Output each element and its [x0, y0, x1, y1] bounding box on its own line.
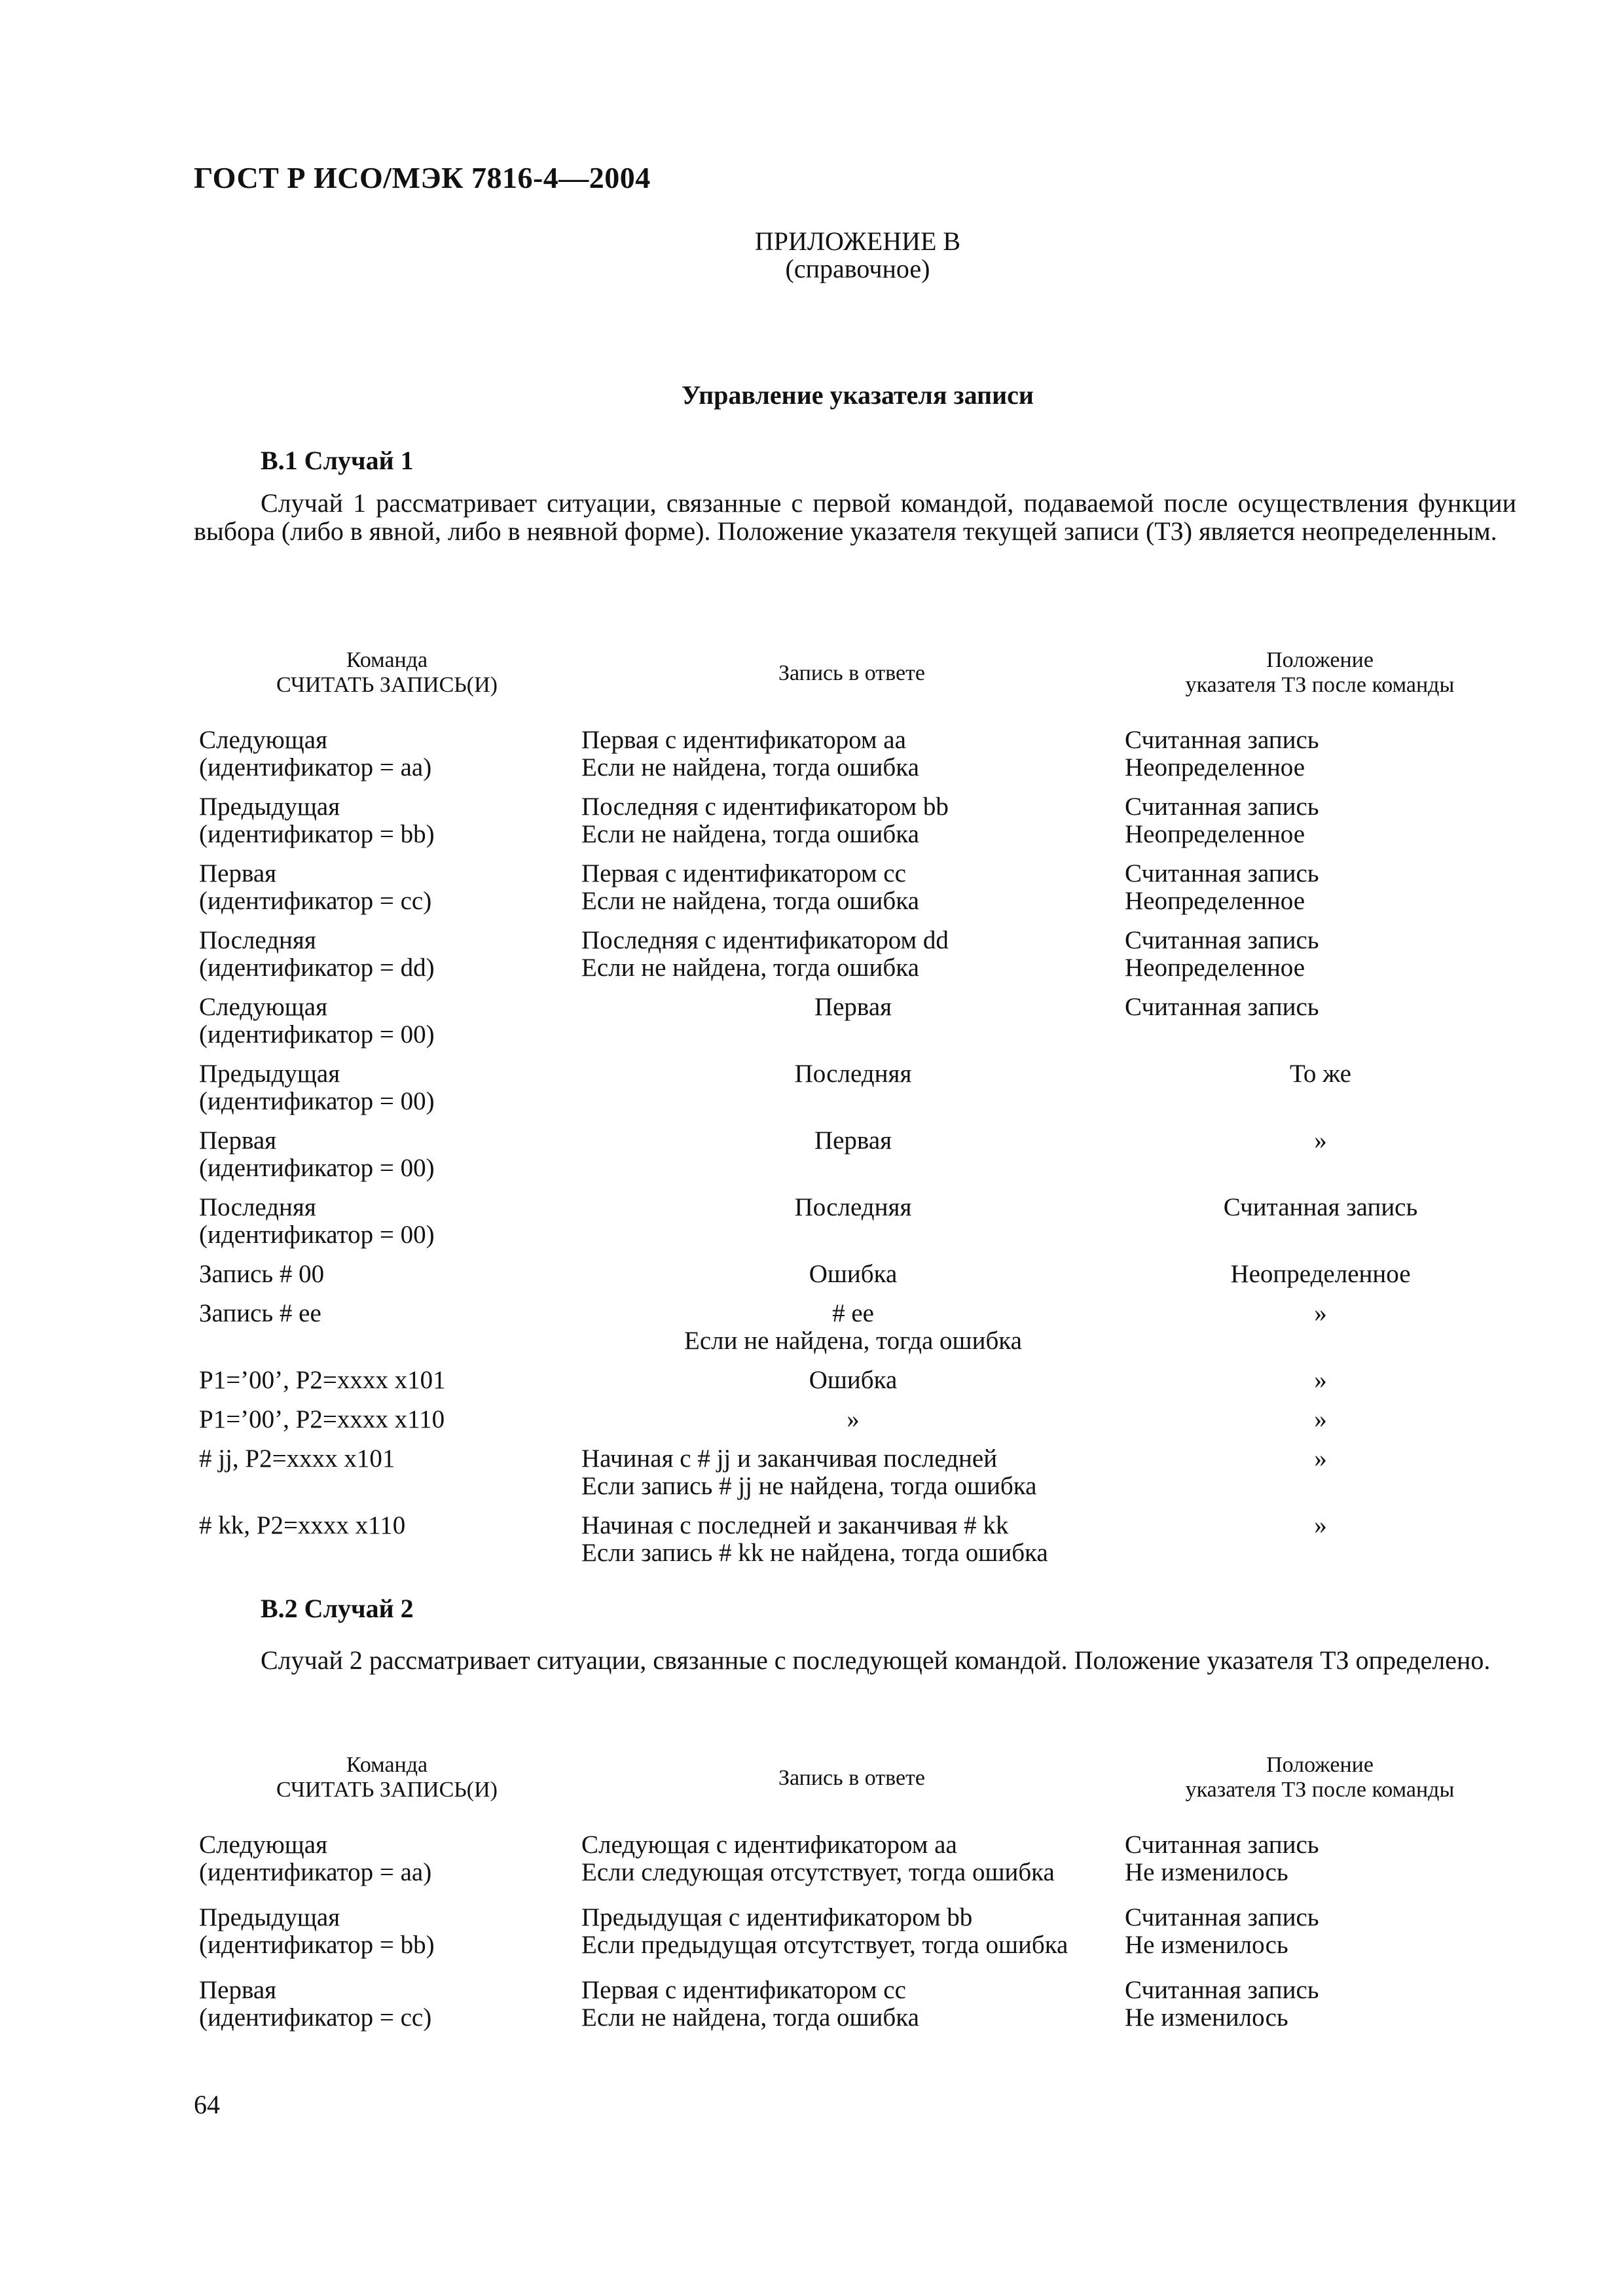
cell-response: Следующая с идентификатором аа Если следующая отсутствует, тогда ошибка — [581, 1831, 1055, 1886]
cell-response: # ее Если не найдена, тогда ошибка — [684, 1299, 1022, 1355]
case1-paragraph: Случай 1 рассматривает ситуации, связанные с первой командой, подаваемой после осуществления функции выбора (либо в явной, либо в неявной форме). Положение указателя текущей записи (ТЗ) является неопределенным. — [194, 488, 1516, 546]
cell-command: Предыдущая (идентификатор = bb) — [199, 793, 435, 848]
cell-response: Первая с идентификатором cc Если не найдена, тогда ошибка — [581, 859, 919, 915]
header-pointer-position: Положение указателя ТЗ после команды — [1185, 1753, 1455, 1802]
table-row — [194, 1127, 1516, 1194]
table-row — [194, 994, 1516, 1060]
appendix-subtitle: (справочное) — [785, 254, 930, 283]
table-row — [194, 1060, 1516, 1127]
cell-response: Последняя — [794, 1193, 912, 1221]
table-body — [194, 726, 1516, 1579]
cell-pointer: Неопределенное — [1230, 1260, 1411, 1288]
cell-pointer: » — [1314, 1126, 1327, 1155]
cell-command: Предыдущая (идентификатор = bb) — [199, 1903, 435, 1959]
cell-response: Первая — [814, 1126, 892, 1155]
table-header — [194, 648, 1516, 726]
cell-pointer: Считанная запись Неопределенное — [1125, 926, 1319, 982]
cell-response: Последняя с идентификатором bb Если не найдена, тогда ошибка — [581, 793, 949, 848]
cell-pointer: Считанная запись Не изменилось — [1125, 1831, 1319, 1886]
cell-pointer: » — [1314, 1511, 1327, 1539]
cell-response: Первая с идентификатором аа Если не найдена, тогда ошибка — [581, 726, 919, 781]
header-command: Команда СЧИТАТЬ ЗАПИСЬ(И) — [276, 1753, 498, 1802]
cell-response: Первая — [814, 993, 892, 1021]
cell-command: # jj, P2=xxxx x101 — [199, 1444, 395, 1473]
cell-pointer: Считанная запись — [1223, 1193, 1418, 1221]
cell-command: Следующая (идентификатор = 00) — [199, 993, 435, 1049]
cell-command: Первая (идентификатор = 00) — [199, 1126, 435, 1182]
header-command: Команда СЧИТАТЬ ЗАПИСЬ(И) — [276, 648, 498, 697]
table-row — [194, 927, 1516, 994]
cell-response: Предыдущая с идентификатором bb Если предыдущая отсутствует, тогда ошибка — [581, 1903, 1068, 1959]
table-row — [194, 1831, 1516, 1904]
cell-command: Первая (идентификатор = cc) — [199, 859, 432, 915]
cell-response: Ошибка — [809, 1366, 898, 1394]
appendix-title: ПРИЛОЖЕНИЕ В — [754, 226, 961, 256]
table-row — [194, 1406, 1516, 1445]
page-number: 64 — [194, 2090, 220, 2119]
table-row — [194, 1445, 1516, 1512]
cell-pointer: » — [1314, 1366, 1327, 1394]
cell-command: P1=’00’, P2=xxxx x110 — [199, 1405, 445, 1433]
standard-code: ГОСТ Р ИСО/МЭК 7816-4—2004 — [194, 161, 651, 194]
table-row — [194, 860, 1516, 927]
cell-command: Следующая (идентификатор = аа) — [199, 1831, 432, 1886]
cell-command: # kk, P2=xxxx x110 — [199, 1511, 406, 1539]
cell-pointer: Считанная запись Неопределенное — [1125, 793, 1319, 848]
header-response-record: Запись в ответе — [778, 1766, 926, 1790]
case2-paragraph: Случай 2 рассматривает ситуации, связанные с последующей командой. Положение указателя ТЗ определено. — [261, 1645, 1491, 1675]
header-pointer-position: Положение указателя ТЗ после команды — [1185, 648, 1455, 697]
case2-heading: В.2 Случай 2 — [261, 1594, 414, 1623]
table-row — [194, 1367, 1516, 1406]
header-response-record: Запись в ответе — [778, 661, 926, 685]
cell-pointer: Считанная запись Неопределенное — [1125, 726, 1319, 781]
cell-pointer: Считанная запись — [1125, 993, 1319, 1021]
cell-response: Начиная с последней и заканчивая # kk Если запись # kk не найдена, тогда ошибка — [581, 1511, 1048, 1567]
cell-pointer: Считанная запись Не изменилось — [1125, 1903, 1319, 1959]
table-row — [194, 1300, 1516, 1367]
cell-command: P1=’00’, P2=xxxx x101 — [199, 1366, 446, 1394]
cell-command: Последняя (идентификатор = dd) — [199, 926, 435, 982]
appendix-header — [0, 228, 1623, 283]
table-row — [194, 1904, 1516, 1977]
table-row — [194, 726, 1516, 793]
table-row — [194, 1261, 1516, 1300]
cell-command: Запись # 00 — [199, 1260, 325, 1288]
cell-pointer: То же — [1290, 1060, 1351, 1088]
table-case2 — [194, 1753, 1516, 2049]
section-title: Управление указателя записи — [682, 380, 1034, 410]
cell-command: Запись # ее — [199, 1299, 321, 1327]
cell-pointer: » — [1314, 1299, 1327, 1327]
cell-response: Последняя — [794, 1060, 912, 1088]
cell-command: Следующая (идентификатор = аа) — [199, 726, 432, 781]
table-header — [194, 1753, 1516, 1831]
table-row — [194, 1977, 1516, 2049]
table-row — [194, 1512, 1516, 1579]
cell-response: Ошибка — [809, 1260, 898, 1288]
cell-command: Предыдущая (идентификатор = 00) — [199, 1060, 435, 1115]
cell-pointer: » — [1314, 1444, 1327, 1473]
cell-pointer: » — [1314, 1405, 1327, 1433]
cell-pointer: Считанная запись Не изменилось — [1125, 1976, 1319, 2032]
table-row — [194, 793, 1516, 860]
table-case1 — [194, 648, 1516, 1579]
cell-pointer: Считанная запись Неопределенное — [1125, 859, 1319, 915]
cell-response: Первая с идентификатором cc Если не найдена, тогда ошибка — [581, 1976, 919, 2032]
cell-command: Последняя (идентификатор = 00) — [199, 1193, 435, 1249]
cell-response: Начиная с # jj и заканчивая последней Если запись # jj не найдена, тогда ошибка — [581, 1444, 1037, 1500]
table-body — [194, 1831, 1516, 2049]
cell-command: Первая (идентификатор = cc) — [199, 1976, 432, 2032]
table-row — [194, 1194, 1516, 1261]
case1-heading: В.1 Случай 1 — [261, 446, 414, 475]
cell-response: Последняя с идентификатором dd Если не найдена, тогда ошибка — [581, 926, 949, 982]
cell-response: » — [847, 1405, 860, 1433]
